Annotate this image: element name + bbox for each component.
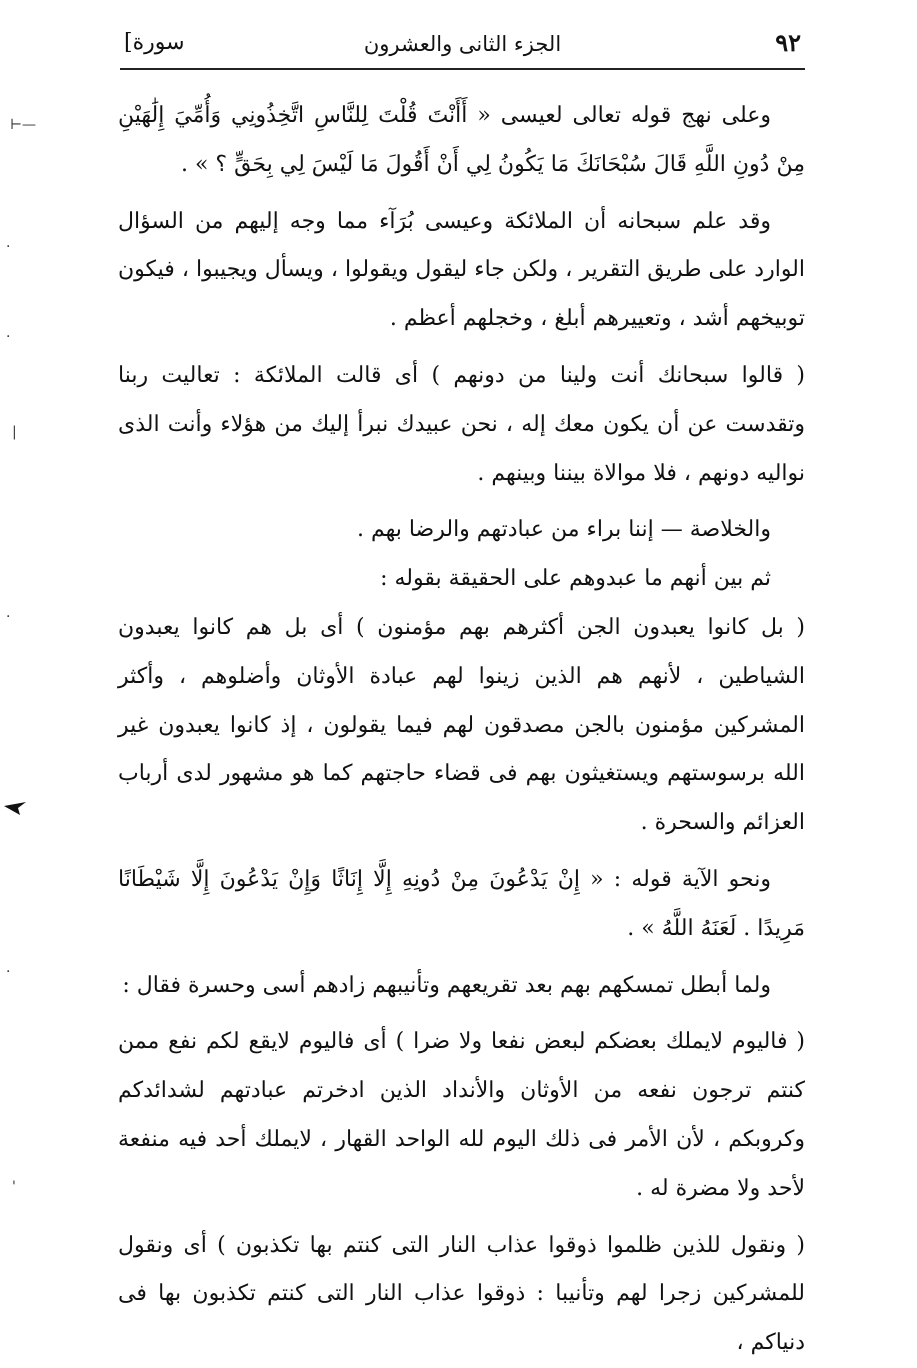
margin-mark: ⊢— xyxy=(10,117,37,133)
text-paragraph: ( قالوا سبحانك أنت ولينا من دونهم ) أى قالت الملائكة : تعاليت ربنا وتقدست عن أن يكون معك إله ، نحن عبيدك نبرأ إليك من هؤلاء وأنت الذى نواليه دونهم ، فلا موالاة بيننا وبينهم . xyxy=(118,362,805,486)
text-paragraph: وعلى نهج قوله تعالى لعيسى « أَأَنْتَ قُلْتَ لِلنَّاسِ اتَّخِذُونِي وَأُمِّيَ إِلَٰهَيْنِ مِنْ دُونِ اللَّهِ قَالَ سُبْحَانَكَ مَا يَكُونُ لِي أَنْ أَقُولَ مَا لَيْسَ لِي بِحَقٍّ ؟ » . xyxy=(118,103,805,177)
margin-mark: · xyxy=(6,239,11,255)
main-text xyxy=(118,92,805,1368)
margin-arrow-icon xyxy=(2,800,28,816)
text-paragraph: ثم بين أنهم ما عبدوهم على الحقيقة بقوله : xyxy=(380,566,771,592)
margin-mark: | xyxy=(12,424,17,440)
text-paragraph: والخلاصة — إننا براء من عبادتهم والرضا بهم . xyxy=(356,517,771,543)
margin-mark: · xyxy=(6,964,11,980)
text-paragraph: وقد علم سبحانه أن الملائكة وعيسى بُرَآء مما وجه إليهم من السؤال الوارد على طريق التقرير ، ولكن جاء ليقول ويقولوا ، ويسأل ويجيبوا ، فيكون توبيخهم أشد ، وتعييرهم أبلغ ، وخجلهم أعظم . xyxy=(118,208,805,332)
text-paragraph: ونحو الآية قوله : « إِنْ يَدْعُونَ مِنْ دُونِهِ إِلَّا إِنَاثًا وَإِنْ يَدْعُونَ إِلَّا شَيْطَانًا مَرِيدًا . لَعَنَهُ اللَّهُ » . xyxy=(118,866,805,941)
running-title: الجزء الثانى والعشرون xyxy=(363,32,562,56)
page-header xyxy=(120,24,805,70)
text-paragraph: ولما أبطل تمسكهم بهم بعد تقريعهم وتأنيبهم زادهم أسى وحسرة فقال : xyxy=(122,972,771,998)
page-number: ٩٢ xyxy=(775,28,801,57)
margin-mark: · xyxy=(6,329,11,345)
text-paragraph: ( فاليوم لايملك بعضكم لبعض نفعا ولا ضرا ) أى فاليوم لايقع لكم نفع ممن كنتم ترجون نفعه من الأوثان والأنداد الذين ادخرتم عبادتهم لشدائدكم وكروبكم ، لأن الأمر فى ذلك اليوم لله الواحد القهار ، لايملك أحد فيه منفعة لأحد ولا مضرة له . xyxy=(118,1029,805,1201)
margin-mark: ' xyxy=(12,1179,16,1195)
text-paragraph: ( بل كانوا يعبدون الجن أكثرهم بهم مؤمنون ) أى بل هم كانوا يعبدون الشياطين ، لأنهم هم الذين زينوا لهم عبادة الأوثان وأضلوهم ، وأكثر المشركين مؤمنون بالجن مصدقون لهم فيما يقولون ، إذ كانوا يعبدون غير الله برسوستهم ويستغيثون بهم فى قضاء حاجتهم كما هو مشهور لدى أرباب العزائم والسحرة . xyxy=(118,614,805,836)
margin-mark: · xyxy=(6,609,11,625)
surah-label: [سورة xyxy=(124,30,185,55)
text-paragraph: ( ونقول للذين ظلموا ذوقوا عذاب النار التى كنتم بها تكذبون ) أى ونقول للمشركين زجرا لهم وتأنيبا : ذوقوا عذاب النار التى كنتم تكذبون بها فى دنياكم ، xyxy=(118,1232,805,1356)
